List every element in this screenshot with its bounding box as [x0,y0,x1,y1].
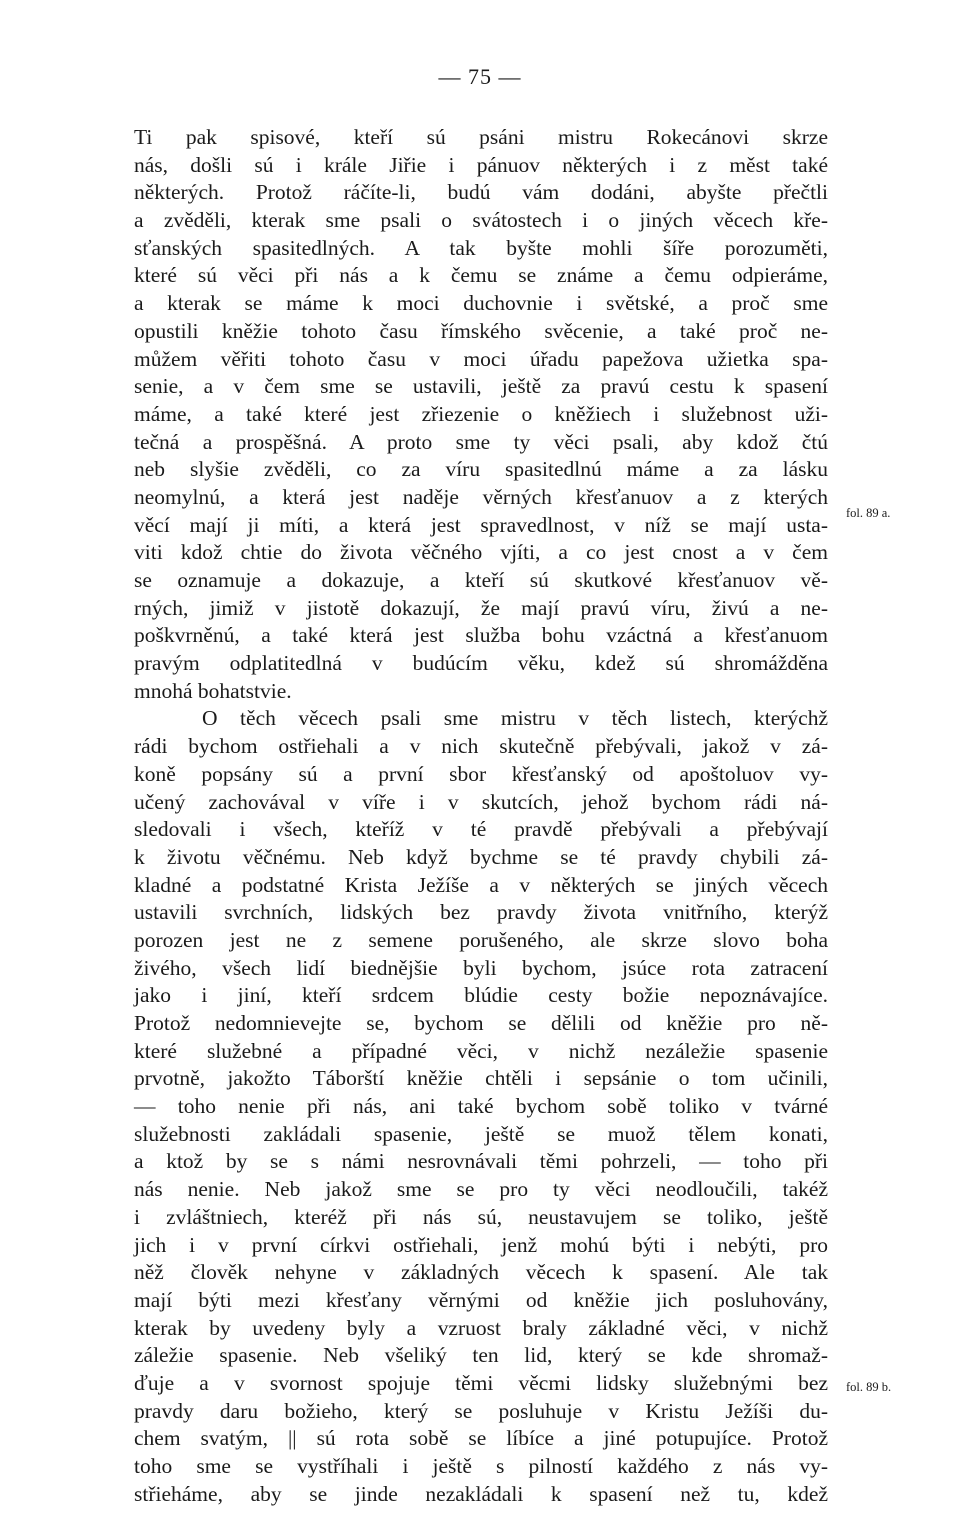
margin-note-folio: fol. 89 b. [846,1380,892,1394]
paragraph-2 [134,705,828,1508]
text-line: ďuje a v svornost spojuje těmi věcmi lidsky služebnými bez [134,1370,828,1395]
text-line: senie, a v čem sme se ustavili, ještě za pravú cestu k spasení [134,374,828,399]
text-line: ustavili svrchních, lidských bez pravdy života vnitřního, kterýž [134,900,828,925]
text-line: sťanských spasitedlných. A tak byšte mohli šíře porozuměti, [134,235,828,260]
text-line: neomylnú, a která jest naděje věrných křesťanuov a z kterých [134,484,828,509]
text-line: kterak by uvedeny byly a vzruost braly základné věci, v nichž [134,1315,828,1340]
text-line: záležie spasenie. Neb všeliký ten lid, který se kde shromaž- [134,1343,828,1368]
text-line: — toho nenie při nás, ani také bychom sobě toliko v tvárné [134,1094,828,1119]
text-line: služebnosti zakládali spasenie, ještě se muož tělem konati, [134,1121,828,1146]
text-line: sledovali i všech, kteříž v té pravdě přebývali a přebývají [134,817,828,842]
text-line: jako i jiní, kteří srdcem blúdie cesty božie nepoznávajíce. [134,983,828,1008]
text-line: i zvláštniech, kteréž při nás sú, neustavujem se toliko, ještě [134,1204,828,1229]
text-line: neb slyšie zvěděli, co za víru spasitedlnú máme a za lásku [134,457,828,482]
text-line: Ti pak spisové, kteří sú psáni mistru Rokecánovi skrze [134,125,828,149]
text-line: se oznamuje a dokazuje, a kteří sú skutkové křesťanuov vě- [134,568,828,592]
body-text [134,124,828,1508]
text-line: chem svatým, || sú rota sobě se líbíce a jiné potupujíce. Protož [134,1426,828,1451]
text-line: máme, a také které jest zřiezenie o kněžiech i služebnost uži- [134,401,828,426]
paragraph-1 [134,124,828,705]
text-line: věcí mají ji míti, a která jest spravedlnost, v níž se mají usta- [134,512,828,537]
text-line: toho sme se vystříhali i ještě s pilností každého z nás vy- [134,1454,828,1478]
text-line: některých. Protož ráčíte-li, budú vám dodáni, abyšte přečtli [134,180,828,205]
text-line: mají býti mezi křesťany věrnými od kněžie jich posluhovány, [134,1287,828,1312]
text-line: něž člověk nehyne v základných věcech k spasení. Ale tak [134,1260,828,1285]
text-line: rádi bychom ostřiehali a v nich skutečně přebývali, jakož v zá- [134,734,828,759]
text-line: kladné a podstatné Krista Ježíše a v některých se jiných věcech [134,872,828,897]
text-line: mnohá bohatstvie. [134,678,292,703]
text-line: můžem věřiti tohoto času v moci úřadu papežova užietka spa- [134,346,828,371]
text-line: tečná a prospěšná. A proto sme ty věci psali, aby kdož čtú [134,429,828,454]
text-line: jich i v první církvi ostřiehali, jenž mohú býti i nebýti, pro [134,1232,828,1257]
text-line: viti kdož chtie do života věčného vjíti, a co jest cnost a v čem [134,540,828,565]
text-line: nás, došli sú i krále Jiřie i pánuov některých i z měst také [134,152,828,177]
text-line: nás nenie. Neb jakož sme se pro ty věci neodloučili, takéž [134,1177,828,1202]
text-line: porozen jest ne z semene porušeného, ale skrze slovo boha [134,927,828,952]
text-line: živého, všech lidí biednějšie byli bychom, jsúce rota zatracení [134,955,828,980]
text-line: rných, jimiž v jistotě dokazují, že mají pravú víru, živú a ne- [134,595,828,620]
text-line: opustili kněžie tohoto času římského svěcenie, a také proč ne- [134,318,828,343]
text-line: a zvěděli, kterak sme psali o svátostech i o jiných věcech kře- [134,208,828,233]
text-line: pravým odplatitedlná v budúcím věku, kdež sú shromážděna [134,651,828,676]
text-line: Protož nedomnievejte se, bychom se dělili od kněžie pro ně- [134,1011,828,1035]
page-number: — 75 — [438,64,522,89]
margin-note-folio: fol. 89 a. [846,506,891,520]
text-line: koně popsány sú a první sbor křesťanský od apoštoluov vy- [134,761,828,786]
text-line: prvotně, jakožto Táborští kněžie chtěli i sepsánie o tom učinili, [134,1066,828,1091]
text-line: učený zachovával v víře i v skutcích, jehož bychom rádi ná- [134,789,828,814]
text-line: k životu věčnému. Neb když bychme se té pravdy chybili zá- [134,844,828,869]
text-line: pravdy daru božieho, který se posluhuje v Kristu Ježíši du- [134,1398,828,1423]
text-line: které sú věci při nás a k čemu se známe a čemu odpieráme, [134,263,828,288]
text-line: střieháme, aby se jinde nezakládali k spasení než tu, kdež [134,1481,828,1506]
text-line: poškvrněnú, a také která jest služba bohu vzáctná a křesťanuom [134,623,828,648]
text-line: které služebné a případné věci, v nichž nezáležie spasenie [134,1038,828,1063]
text-line: O těch věcech psali sme mistru v těch listech, kterýchž [202,706,828,731]
text-line: a ktož by se s námi nesrovnávali těmi pohrzeli, — toho při [134,1149,828,1174]
text-line: a kterak se máme k moci duchovnie i světské, a proč sme [134,291,828,316]
